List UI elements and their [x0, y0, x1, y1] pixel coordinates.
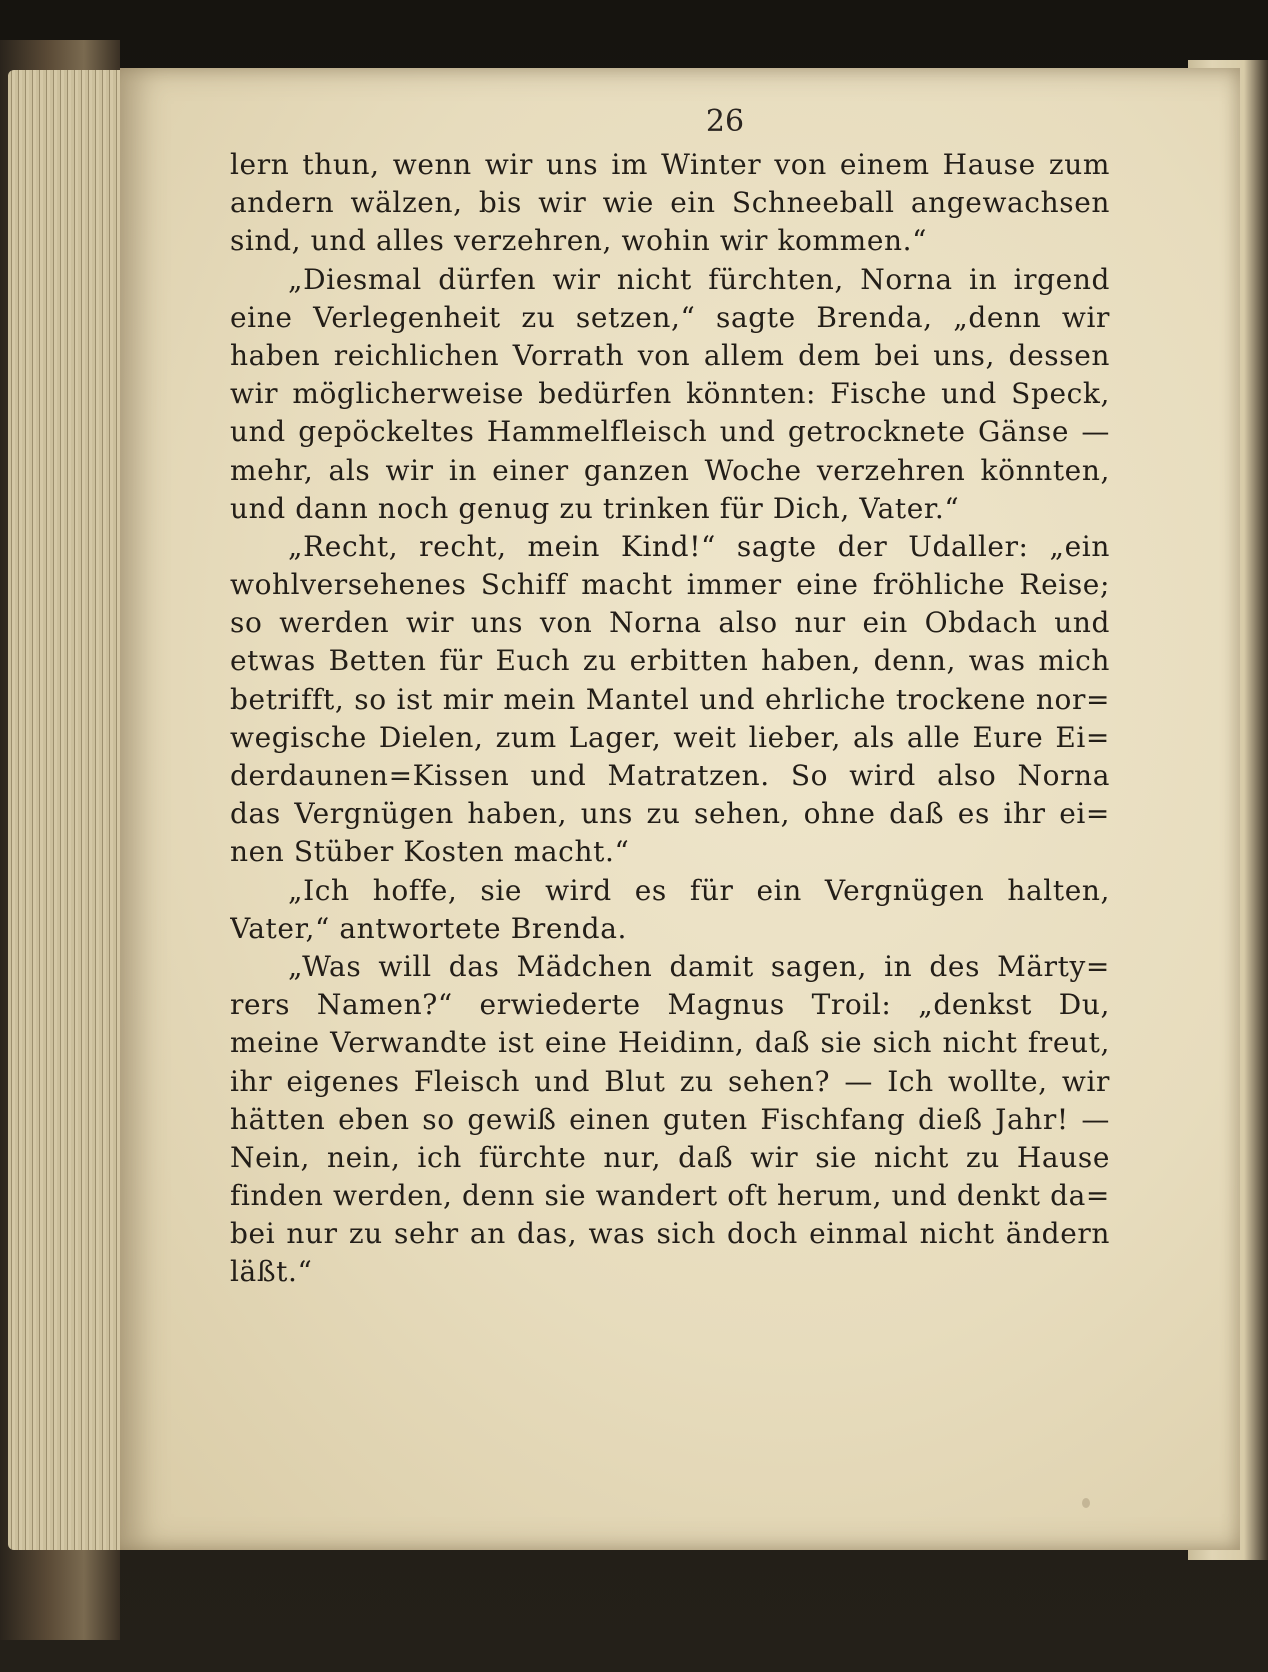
dust-spot — [1082, 1498, 1090, 1508]
body-text — [230, 146, 1110, 1292]
text-line: rers Namen?“ erwiederte Magnus Troil: „denkst Du, — [230, 988, 1110, 1022]
text-line: läßt.“ — [230, 1255, 313, 1289]
text-line: sind, und alles verzehren, wohin wir kommen.“ — [230, 224, 928, 258]
page-number: 26 — [705, 104, 745, 139]
text-line: „Was will das Mädchen damit sagen, in des Märty= — [288, 949, 1110, 983]
text-line: Nein, nein, ich fürchte nur, daß wir sie nicht zu Hause — [230, 1140, 1110, 1174]
text-line: lern thun, wenn wir uns im Winter von einem Hause zum — [230, 148, 1110, 181]
text-line: und dann noch genug zu trinken für Dich, Vater.“ — [230, 491, 960, 525]
book-page — [120, 68, 1240, 1550]
text-line: nen Stüber Kosten macht.“ — [230, 835, 630, 869]
text-line: „Diesmal dürfen wir nicht fürchten, Norna in irgend — [288, 262, 1110, 296]
text-line: hätten eben so gewiß einen guten Fischfang dieß Jahr! — — [230, 1102, 1110, 1136]
text-line: wegische Dielen, zum Lager, weit lieber, als alle Eure Ei= — [230, 720, 1110, 754]
text-line: Vater,“ antwortete Brenda. — [230, 911, 628, 945]
page-stack-edge — [8, 70, 128, 1550]
text-line: und gepöckeltes Hammelfleisch und getrocknete Gänse — — [230, 415, 1110, 449]
text-line: andern wälzen, bis wir wie ein Schneeball angewachsen — [230, 186, 1110, 220]
text-line: betrifft, so ist mir mein Mantel und ehrliche trockene nor= — [230, 682, 1110, 716]
text-line: derdaunen=Kissen und Matratzen. So wird also Norna — [230, 759, 1110, 792]
text-line: „Ich hoffe, sie wird es für ein Vergnügen halten, — [288, 873, 1110, 907]
text-line: meine Verwandte ist eine Heidinn, daß sie sich nicht freut, — [230, 1026, 1110, 1060]
text-line: wohlversehenes Schiff macht immer eine fröhliche Reise; — [230, 568, 1110, 602]
text-line: „Recht, recht, mein Kind!“ sagte der Udaller: „ein — [288, 529, 1110, 563]
text-line: bei nur zu sehr an das, was sich doch einmal nicht ändern — [230, 1217, 1110, 1251]
text-line: wir möglicherweise bedürfen könnten: Fische und Speck, — [230, 377, 1110, 411]
text-line: so werden wir uns von Norna also nur ein Obdach und — [230, 606, 1110, 640]
text-line: eine Verlegenheit zu setzen,“ sagte Brenda, „denn wir — [230, 300, 1110, 334]
text-line: finden werden, denn sie wandert oft herum, und denkt da= — [230, 1179, 1110, 1213]
text-line: mehr, als wir in einer ganzen Woche verzehren könnten, — [230, 453, 1110, 487]
text-line: haben reichlichen Vorrath von allem dem bei uns, dessen — [230, 338, 1110, 372]
text-line: ihr eigenes Fleisch und Blut zu sehen? — Ich wollte, wir — [230, 1064, 1110, 1098]
text-line: etwas Betten für Euch zu erbitten haben, denn, was mich — [230, 644, 1110, 678]
text-line: das Vergnügen haben, uns zu sehen, ohne daß es ihr ei= — [230, 797, 1110, 831]
